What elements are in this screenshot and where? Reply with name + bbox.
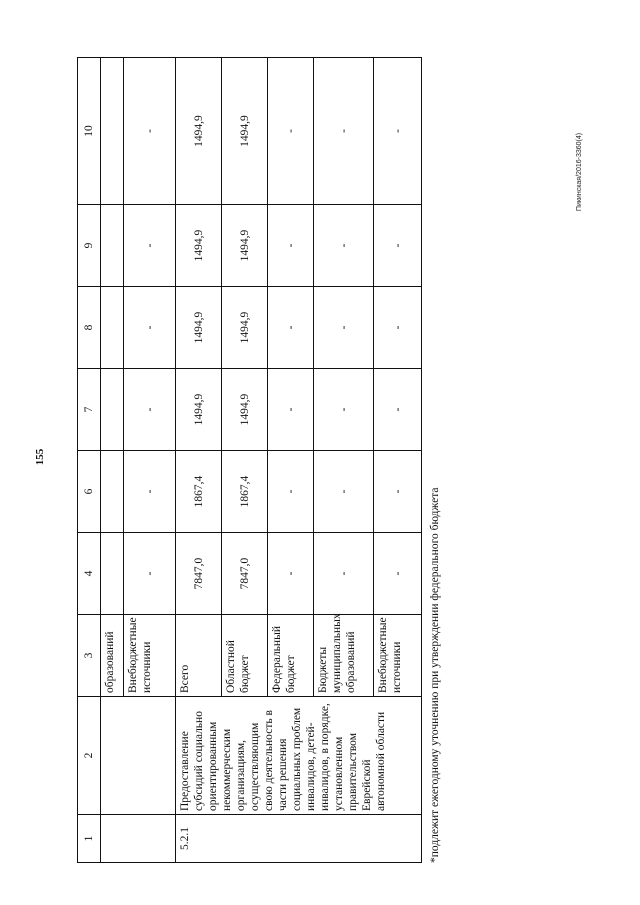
value-cell: - <box>124 58 176 205</box>
value-cell: - <box>374 369 422 451</box>
header-row <box>78 58 101 863</box>
source-cell: Федеральный бюджет <box>268 615 314 697</box>
value-cell: - <box>374 533 422 615</box>
rotated-table-block <box>77 28 441 863</box>
value-cell: - <box>374 205 422 287</box>
column-header: 6 <box>78 451 101 533</box>
value-cell: - <box>124 533 176 615</box>
value-cell: - <box>124 451 176 533</box>
value-cell: 7847,0 <box>176 533 222 615</box>
source-cell: Внебюджетные источники <box>124 615 176 697</box>
value-cell: - <box>268 533 314 615</box>
value-cell: - <box>268 58 314 205</box>
value-cell: 1494,9 <box>222 58 268 205</box>
document-id: Пикинская/2016-3360(4) <box>576 132 583 212</box>
column-header: 10 <box>78 58 101 205</box>
column-header: 2 <box>78 697 101 815</box>
value-cell: - <box>314 58 374 205</box>
value-cell: 1867,4 <box>176 451 222 533</box>
value-cell: 1494,9 <box>222 369 268 451</box>
value-cell: - <box>124 205 176 287</box>
source-cell: Областной бюджет <box>222 615 268 697</box>
value-cell: - <box>268 287 314 369</box>
source-cell: Внебюджетные источники <box>374 615 422 697</box>
value-cell: - <box>124 287 176 369</box>
value-cell: 1494,9 <box>222 287 268 369</box>
column-header: 9 <box>78 205 101 287</box>
value-cell: - <box>268 451 314 533</box>
column-header: 3 <box>78 615 101 697</box>
table-row <box>101 58 124 863</box>
column-header: 1 <box>78 815 101 863</box>
value-cell: - <box>268 205 314 287</box>
column-header: 8 <box>78 287 101 369</box>
value-cell: - <box>268 369 314 451</box>
value-cell: 1494,9 <box>176 205 222 287</box>
item-number: 5.2.1 <box>176 815 422 863</box>
value-cell: 1494,9 <box>176 58 222 205</box>
footnote: *подлежит ежегодному уточнению при утверждении федерального бюджета <box>429 487 441 863</box>
table-row <box>176 58 222 863</box>
column-header: 7 <box>78 369 101 451</box>
source-cell: Всего <box>176 615 222 697</box>
value-cell: 1494,9 <box>222 205 268 287</box>
page-number: 155 <box>34 448 46 466</box>
source-cell: Бюджеты муниципальных образований <box>314 615 374 697</box>
value-cell: - <box>124 369 176 451</box>
source-cell: образований <box>101 615 124 697</box>
value-cell: 7847,0 <box>222 533 268 615</box>
value-cell: - <box>374 451 422 533</box>
value-cell: - <box>374 287 422 369</box>
value-cell: 1494,9 <box>176 287 222 369</box>
value-cell: - <box>314 451 374 533</box>
value-cell: 1867,4 <box>222 451 268 533</box>
budget-table <box>77 57 422 863</box>
value-cell: - <box>374 58 422 205</box>
value-cell: - <box>314 287 374 369</box>
value-cell: - <box>314 533 374 615</box>
item-name: Предоставление субсидий социально ориентированным некоммерческим организациям, осуществляющим свою деятельность в части решения социальных проблем инвалидов, детей-инвалидов, в порядке, установленном правительством Еврейской автономной области <box>176 697 422 815</box>
value-cell: 1494,9 <box>176 369 222 451</box>
value-cell: - <box>314 205 374 287</box>
value-cell: - <box>314 369 374 451</box>
column-header: 4 <box>78 533 101 615</box>
